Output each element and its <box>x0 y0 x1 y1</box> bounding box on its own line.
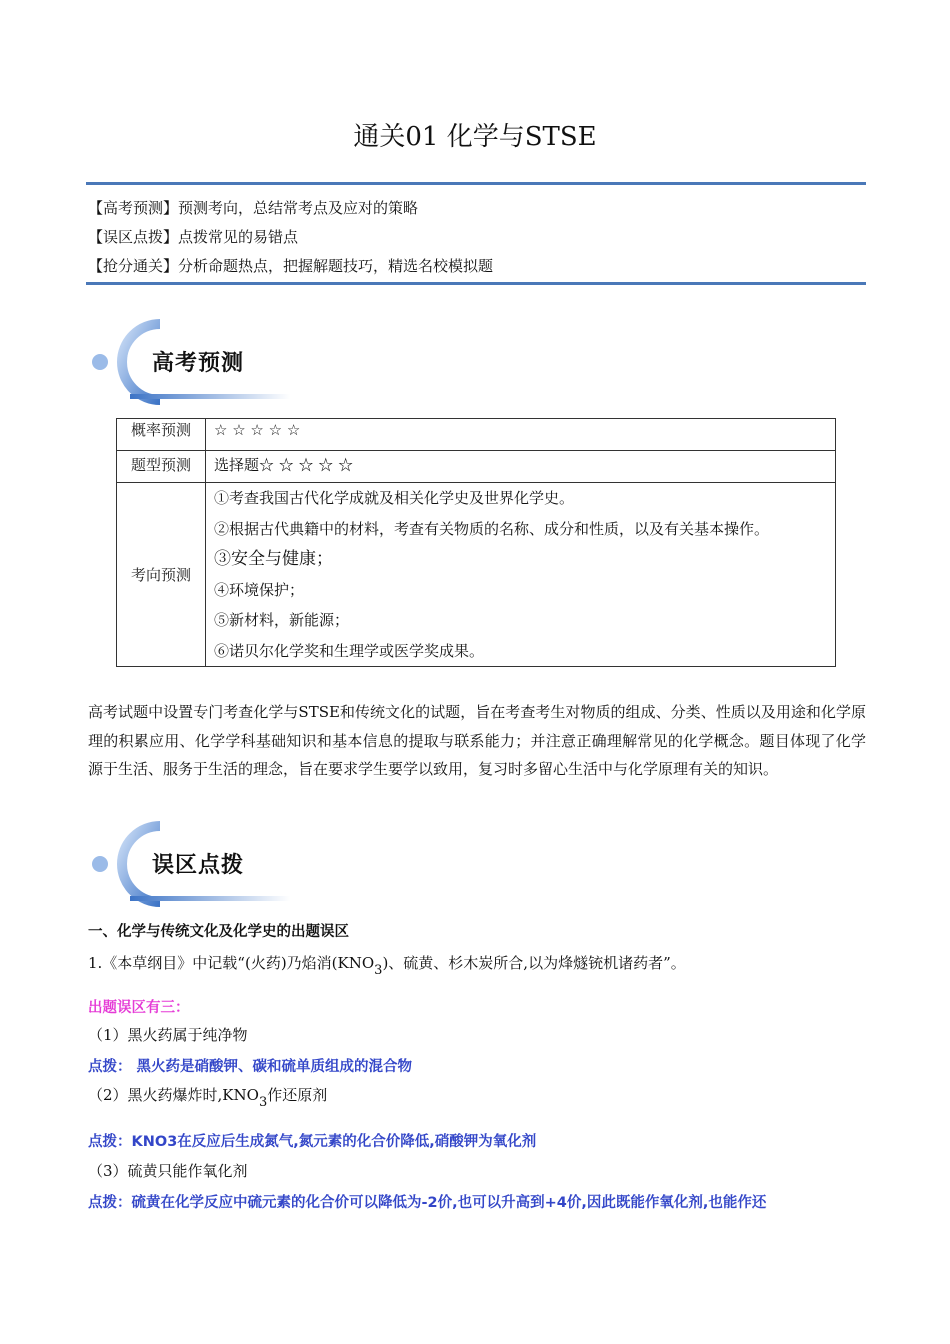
question-type-value: 选择题☆ ☆ ☆ ☆ ☆ <box>206 451 836 483</box>
forecast-table <box>116 418 836 667</box>
table-row <box>117 419 836 451</box>
pitfall-title: 出题误区有三： <box>88 1000 190 1016</box>
bottom-divider <box>86 282 866 285</box>
table-row <box>117 451 836 483</box>
pitfall-statement-1: （1）黑火药属于纯净物 <box>88 1026 248 1044</box>
statement-suffix: 作还原剂 <box>267 1086 328 1104</box>
pitfall-tip-3: 点拨：硫黄在化学反应中硫元素的化合价可以降低为-2价,也可以升高到+4价,因此既能作氧化剂,也能作还 <box>88 1195 767 1211</box>
intro-scoring: 【抢分通关】分析命题热点，把握解题技巧，精选名校模拟题 <box>88 257 494 275</box>
page-title: 通关01 化学与STSE <box>353 122 597 152</box>
top-divider <box>86 182 866 185</box>
direction-label: 考向预测 <box>117 483 206 667</box>
pitfalls-banner <box>90 820 300 910</box>
list-item: ⑥诺贝尔化学奖和生理学或医学奖成果。 <box>214 641 485 660</box>
example-suffix: )、硫黄、杉木炭所合,以为烽燧铳机诸药者”。 <box>382 954 686 972</box>
pitfall-tip-2: 点拨：KNO3在反应后生成氮气,氮元素的化合价降低,硝酸钾为氧化剂 <box>88 1134 537 1150</box>
question-type-label: 题型预测 <box>117 451 206 483</box>
example-prefix: 1.《本草纲目》中记载“(火药)乃焰消(KNO <box>88 954 375 972</box>
direction-list <box>206 483 836 667</box>
intro-pitfalls: 【误区点拨】点拨常见的易错点 <box>88 228 299 246</box>
list-item: ④环境保护； <box>214 580 305 599</box>
probability-label: 概率预测 <box>117 419 206 451</box>
list-item: ③安全与健康； <box>214 549 333 569</box>
section-heading: 一、化学与传统文化及化学史的出题误区 <box>88 924 349 940</box>
probability-stars: ☆ ☆ ☆ ☆ ☆ <box>206 419 836 451</box>
list-item: ②根据古代典籍中的材料，考查有关物质的名称、成分和性质，以及有关基本操作。 <box>214 519 770 538</box>
example-subscript: 3 <box>374 963 383 978</box>
statement-prefix: （2）黑火药爆炸时,KNO <box>88 1086 259 1104</box>
intro-forecast: 【高考预测】预测考向，总结常考点及应对的策略 <box>88 199 419 217</box>
statement-subscript: 3 <box>258 1095 268 1110</box>
list-item: ⑤新材料，新能源； <box>214 611 350 629</box>
example-text <box>88 952 686 978</box>
summary-paragraph: 高考试题中设置专门考查化学与STSE和传统文化的试题，旨在考查考生对物质的组成、分类、性质以及用途和化学原理的积累应用、化学学科基础知识和基本信息的提取与联系能力；并注意正确理解常见的化学概念。题目体现了化学源于生活、服务于生活的理念，旨在要求学生要学以致用，复习时多留心生活中与化学原理有关的知识。 <box>88 703 866 778</box>
list-item: ①考查我国古代化学成就及相关化学史及世界化学史。 <box>214 489 575 507</box>
forecast-banner-label: 高考预测 <box>152 351 245 376</box>
pitfall-tip-1: 点拨： 黑火药是硝酸钾、碳和硫单质组成的混合物 <box>88 1059 413 1075</box>
pitfall-statement-2 <box>88 1084 327 1110</box>
pitfall-statement-3: （3）硫黄只能作氧化剂 <box>88 1162 248 1180</box>
forecast-banner <box>90 318 300 408</box>
table-row <box>117 483 836 667</box>
pitfalls-banner-label: 误区点拨 <box>152 853 245 878</box>
